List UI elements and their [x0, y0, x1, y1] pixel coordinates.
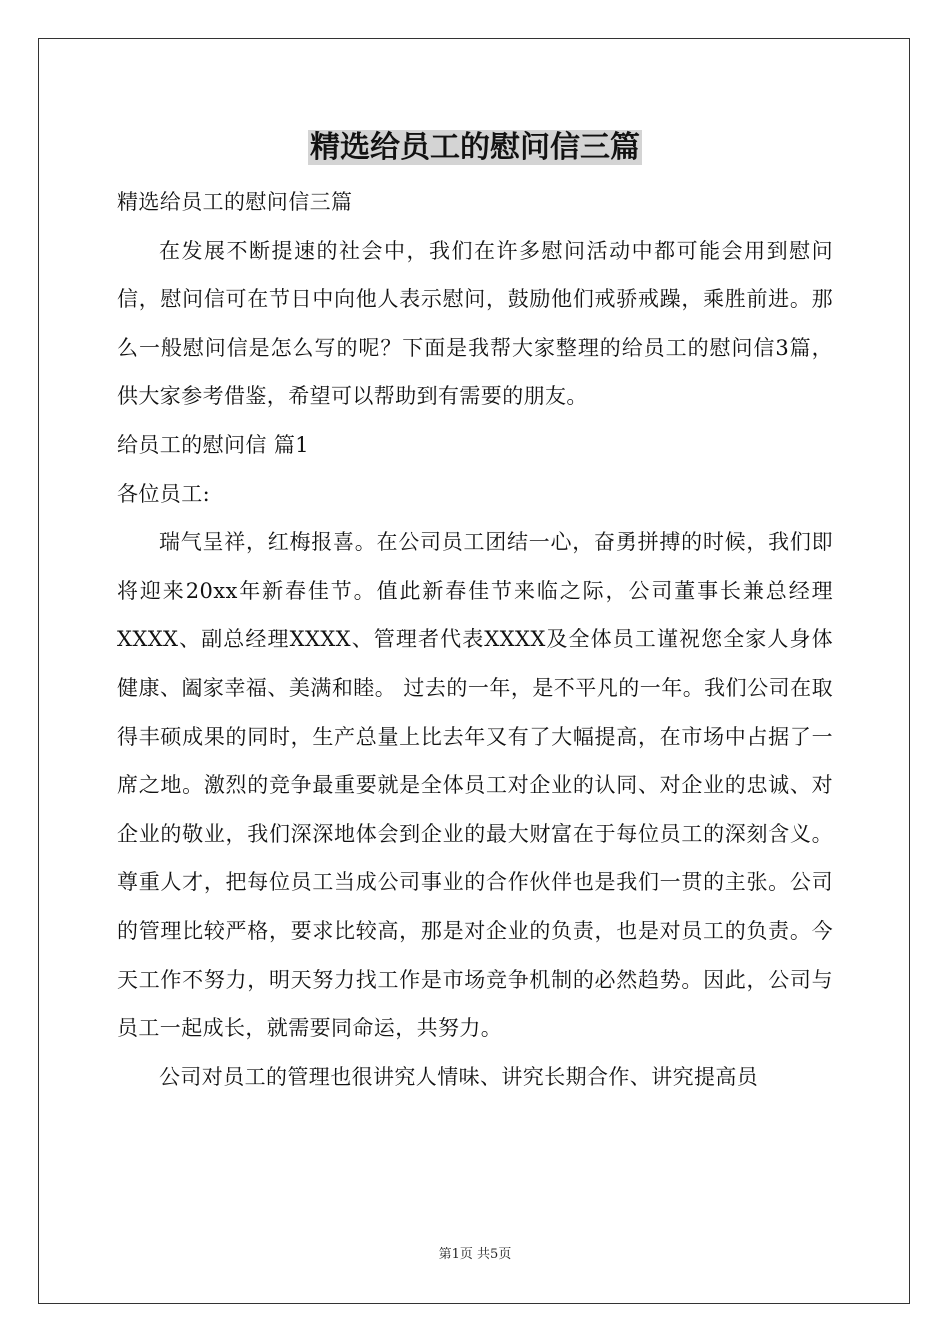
- document-title: [0, 126, 950, 170]
- intro-paragraph: 在发展不断提速的社会中，我们在许多慰问活动中都可能会用到慰问信，慰问信可在节日中向他人表示慰问，鼓励他们戒骄戒躁，乘胜前进。那么一般慰问信是怎么写的呢？下面是我帮大家整理的给员工的慰问信3篇，供大家参考借鉴，希望可以帮助到有需要的朋友。: [117, 238, 833, 409]
- document-body: [117, 178, 833, 1101]
- document-title-text: 精选给员工的慰问信三篇: [310, 130, 640, 165]
- letter-paragraph: 瑞气呈祥，红梅报喜。在公司员工团结一心，奋勇拼搏的时候，我们即将迎来20xx年新春佳节。值此新春佳节来临之际，公司董事长兼总经理XXXX、副总经理XXXX、管理者代表XXXX及全体员工谨祝您全家人身体健康、阖家幸福、美满和睦。 过去的一年，是不平凡的一年。我们公司在取得丰硕成果的同时，生产总量上比去年又有了大幅提高，在市场中占据了一席之地。激烈的竞争最重要就是全体员工对企业的认同、对企业的忠诚、对企业的敬业，我们深深地体会到企业的最大财富在于每位员工的深刻含义。尊重人才，把每位员工当成公司事业的合作伙伴也是我们一贯的主张。公司的管理比较严格，要求比较高，那是对企业的负责，也是对员工的负责。今天工作不努力，明天努力找工作是市场竞争机制的必然趋势。因此，公司与员工一起成长，就需要同命运，共努力。: [117, 530, 833, 1041]
- letter-paragraph-continued: 公司对员工的管理也很讲究人情味、讲究长期合作、讲究提高员: [159, 1064, 759, 1089]
- document-subtitle: 精选给员工的慰问信三篇: [117, 190, 353, 214]
- letter-salutation: 各位员工:: [117, 481, 211, 506]
- page-number-footer: 第1页 共5页: [438, 1247, 512, 1262]
- section-heading: 给员工的慰问信 篇1: [117, 432, 310, 457]
